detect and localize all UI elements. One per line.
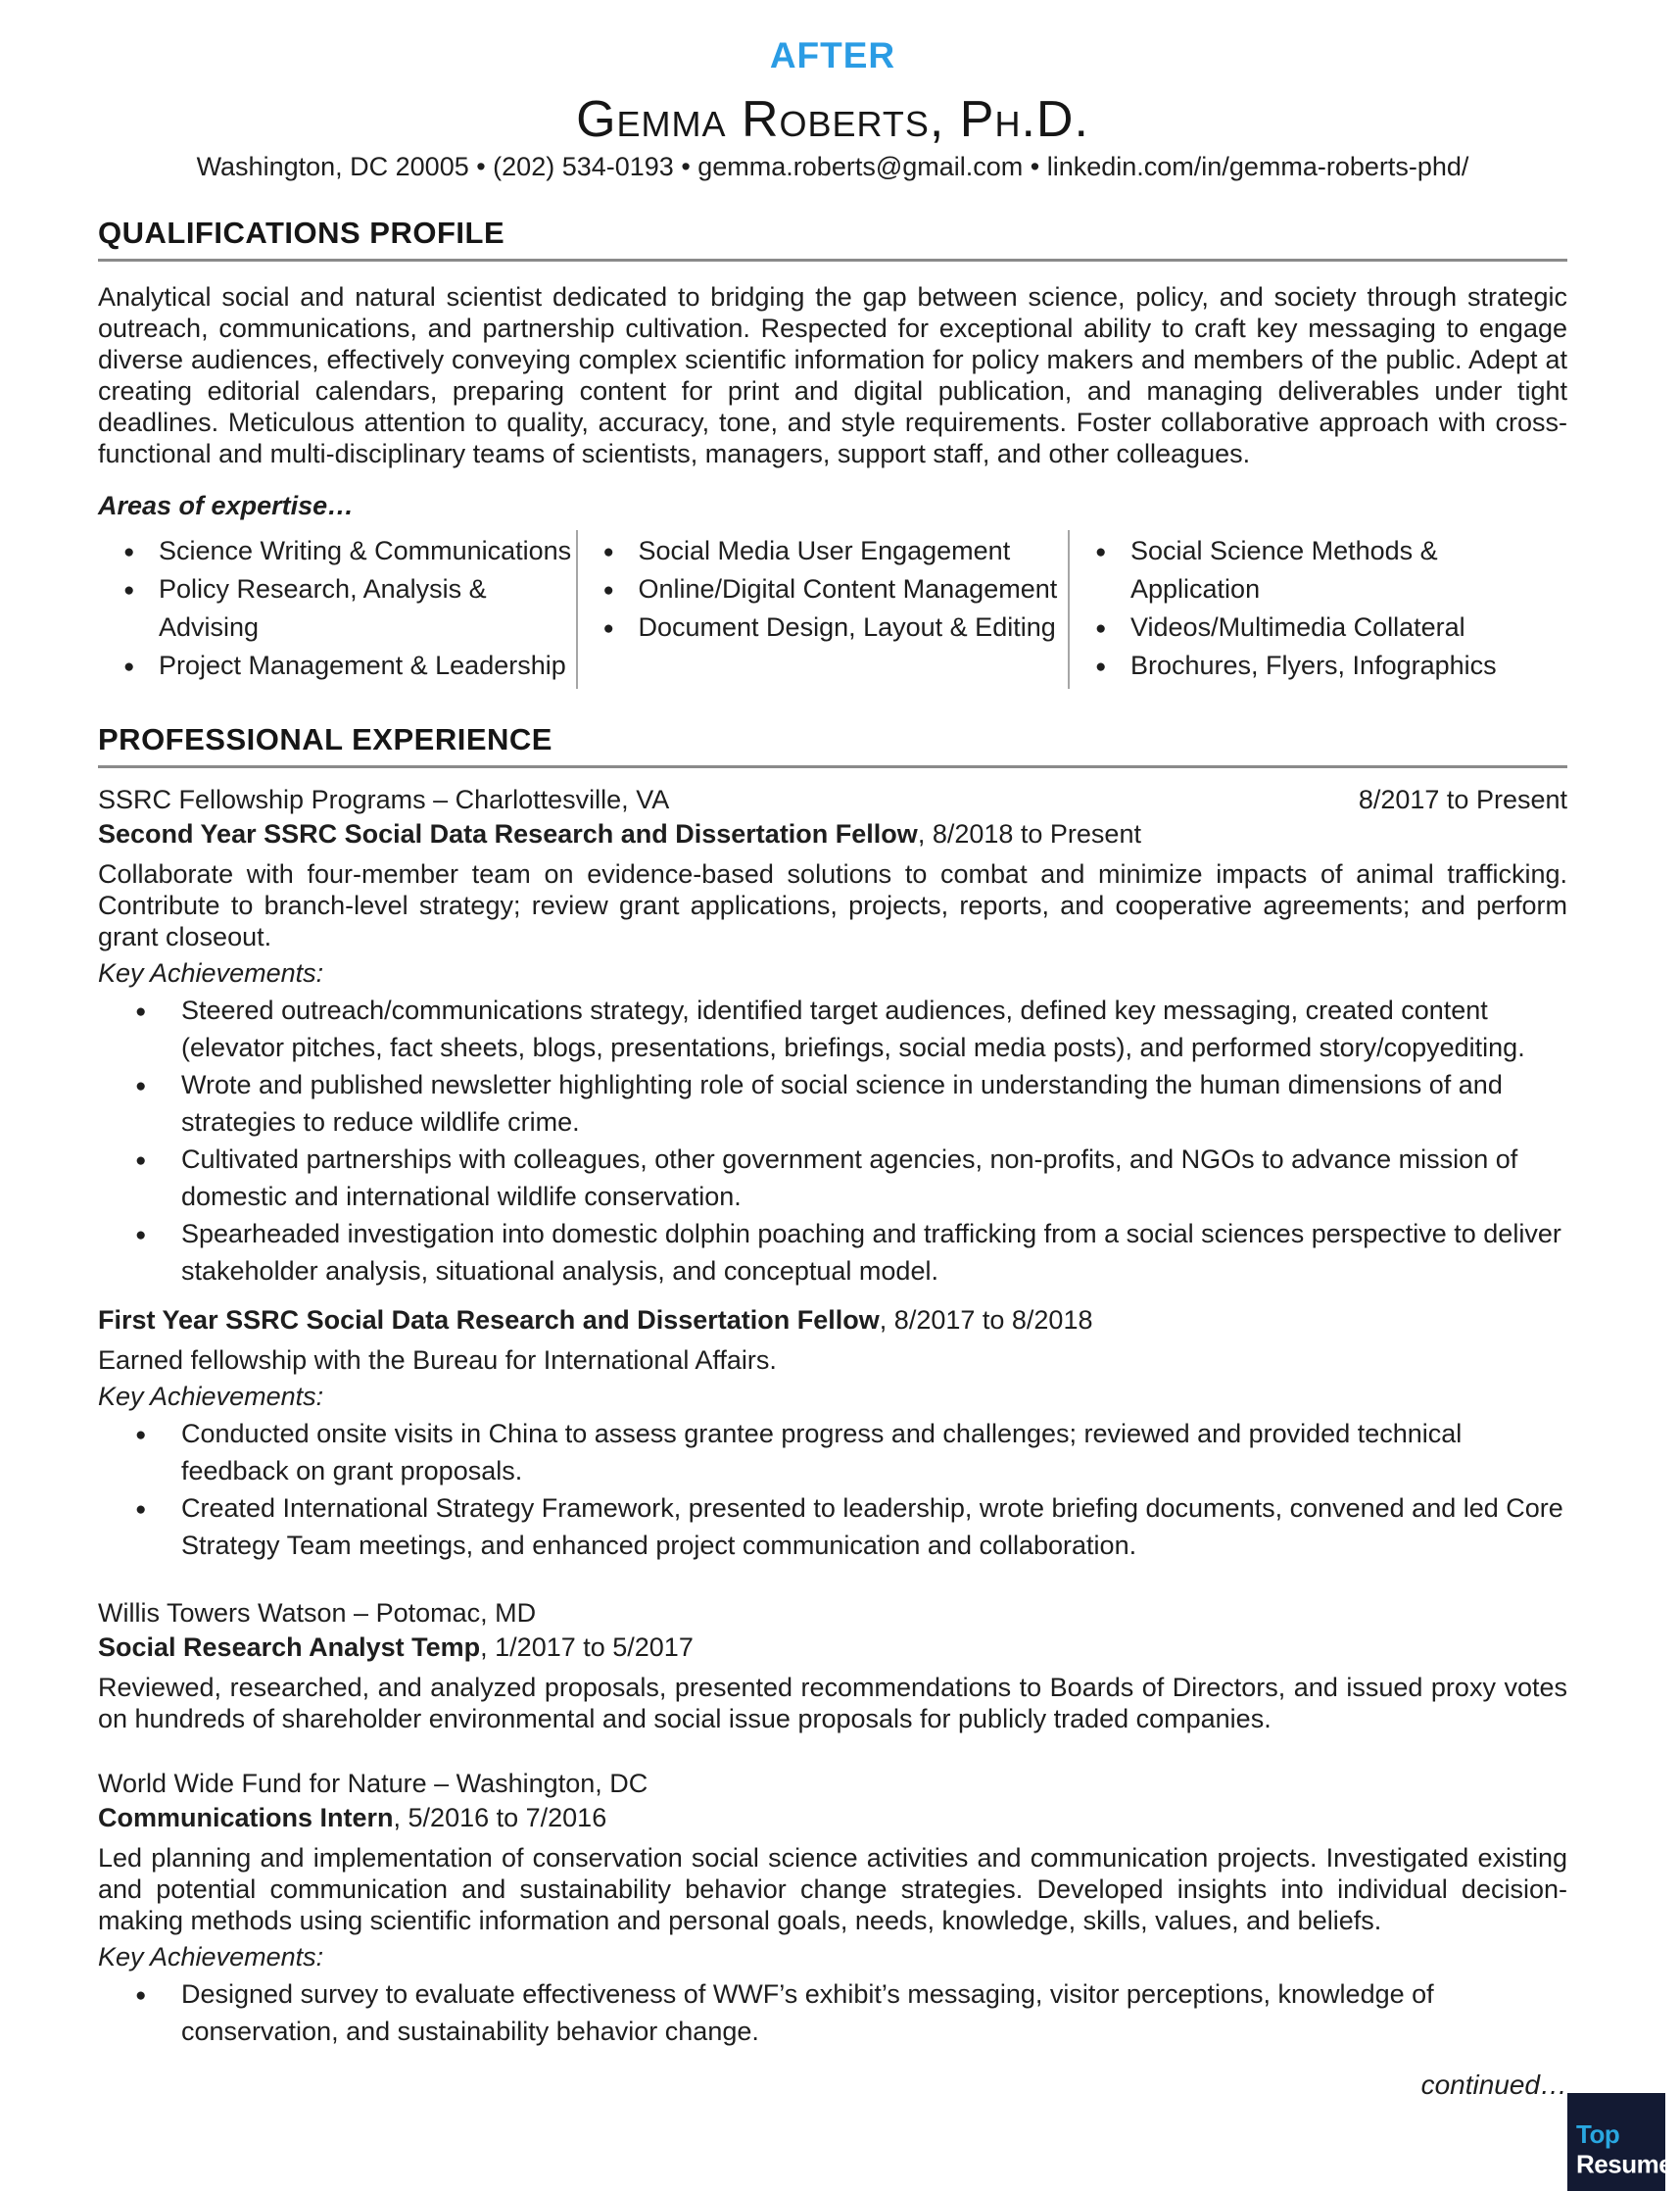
company-line bbox=[98, 784, 1567, 815]
expertise-item: ● Videos/Multimedia Collateral bbox=[1070, 609, 1567, 647]
job-entry-willis-towers-watson bbox=[98, 1597, 1567, 1734]
company-dates: 8/2017 to Present bbox=[1358, 785, 1567, 814]
company-name: Willis Towers Watson – Potomac, MD bbox=[98, 1598, 537, 1628]
company-line bbox=[98, 1768, 1567, 1799]
expertise-column-2 bbox=[576, 530, 1069, 689]
role-communications-intern bbox=[98, 1801, 1567, 2050]
expertise-item: ● Brochures, Flyers, Infographics bbox=[1070, 647, 1567, 685]
areas-of-expertise-label: Areas of expertise… bbox=[98, 491, 355, 520]
company-line bbox=[98, 1597, 1567, 1629]
expertise-column-3 bbox=[1068, 530, 1567, 689]
section-rule bbox=[98, 765, 1567, 768]
expertise-item: ● Document Design, Layout & Editing bbox=[578, 609, 1069, 647]
key-achievements-label: Key Achievements: bbox=[98, 1942, 324, 1972]
resume-content bbox=[0, 35, 1665, 2050]
logo-resume-word: Resume bbox=[1576, 2150, 1673, 2179]
achievement-item: ● Wrote and published newsletter highlighting role of social science in understanding the human dimensions of and strategies to reduce wildlife crime. bbox=[98, 1066, 1567, 1141]
role-dates: , 5/2016 to 7/2016 bbox=[393, 1803, 607, 1832]
role-social-research-analyst bbox=[98, 1631, 1567, 1734]
role-dates: , 8/2018 to Present bbox=[917, 819, 1141, 849]
role-title: Second Year SSRC Social Data Research and Dissertation Fellow bbox=[98, 819, 918, 849]
achievements-list bbox=[98, 1415, 1567, 1564]
role-title: Social Research Analyst Temp bbox=[98, 1632, 481, 1662]
role-title: Communications Intern bbox=[98, 1803, 394, 1832]
role-title-line bbox=[98, 1631, 1567, 1664]
achievement-item: ● Spearheaded investigation into domestic dolphin poaching and trafficking from a social sciences perspective to deliver stakeholder analysis, situational analysis, and conceptual model. bbox=[98, 1215, 1567, 1290]
company-name: World Wide Fund for Nature – Washington, DC bbox=[98, 1769, 648, 1798]
job-entry-ssrc bbox=[98, 784, 1567, 1564]
role-title-line bbox=[98, 1801, 1567, 1834]
logo-resume-text bbox=[1576, 2148, 1680, 2178]
job-entry-wwf bbox=[98, 1768, 1567, 2050]
key-achievements-label: Key Achievements: bbox=[98, 958, 324, 988]
continued-note: continued… bbox=[1420, 2069, 1567, 2100]
expertise-item: ● Science Writing & Communications bbox=[98, 532, 576, 570]
achievement-item: ● Steered outreach/communications strategy, identified target audiences, defined key messaging, created content (elevator pitches, fact sheets, blogs, presentations, briefings, social media posts), and performed story/copyediting. bbox=[98, 992, 1567, 1066]
achievement-item: ● Conducted onsite visits in China to assess grantee progress and challenges; reviewed and provided technical feedback on grant proposals. bbox=[98, 1415, 1567, 1489]
key-achievements-label: Key Achievements: bbox=[98, 1382, 324, 1411]
topresume-logo-text bbox=[1576, 2121, 1680, 2178]
role-summary: Led planning and implementation of conservation social science activities and communication projects. Investigated existing and potential communication and sustainability behavior change strategies. Developed insights into individual decision-making methods using scientific information and personal goals, needs, knowledge, skills, values, and beliefs. bbox=[98, 1843, 1567, 1935]
contact-line: Washington, DC 20005 • (202) 534-0193 • gemma.roberts@gmail.com • linkedin.com/in/gemma-roberts-phd/ bbox=[196, 152, 1469, 181]
expertise-column-1 bbox=[98, 530, 576, 689]
candidate-name: Gemma Roberts, Ph.D. bbox=[576, 91, 1089, 148]
role-dates: , 1/2017 to 5/2017 bbox=[480, 1632, 694, 1662]
expertise-item: ● Project Management & Leadership bbox=[98, 647, 576, 685]
achievement-item: ● Created International Strategy Framework, presented to leadership, wrote briefing documents, convened and led Core Strategy Team meetings, and enhanced project communication and collaboration. bbox=[98, 1489, 1567, 1564]
role-dates: , 8/2017 to 8/2018 bbox=[879, 1305, 1093, 1335]
achievements-list bbox=[98, 992, 1567, 1290]
role-summary: Collaborate with four-member team on evidence-based solutions to combat and minimize impacts of animal trafficking. Contribute to branch-level strategy; review grant applications, projects, reports, and cooperative agreements; and perform grant closeout. bbox=[98, 859, 1567, 951]
achievement-item: ● Designed survey to evaluate effectiveness of WWF’s exhibit’s messaging, visitor perceptions, knowledge of conservation, and sustainability behavior change. bbox=[98, 1975, 1567, 2050]
registered-mark: ® bbox=[1672, 2155, 1680, 2167]
company-name: SSRC Fellowship Programs – Charlottesville, VA bbox=[98, 785, 670, 814]
achievements-list bbox=[98, 1975, 1567, 2050]
role-summary: Reviewed, researched, and analyzed proposals, presented recommendations to Boards of Directors, and issued proxy votes on hundreds of shareholder environmental and social issue proposals for publicly traded companies. bbox=[98, 1673, 1567, 1733]
role-first-year-fellow bbox=[98, 1303, 1567, 1564]
role-summary: Earned fellowship with the Bureau for International Affairs. bbox=[98, 1345, 777, 1375]
logo-top-text: Top bbox=[1576, 2119, 1620, 2150]
topresume-logo bbox=[1567, 2093, 1680, 2191]
expertise-item: ● Social Science Methods & Application bbox=[1070, 532, 1567, 609]
expertise-item: ● Social Media User Engagement bbox=[578, 532, 1069, 570]
role-title: First Year SSRC Social Data Research and Dissertation Fellow bbox=[98, 1305, 880, 1335]
after-badge: AFTER bbox=[769, 35, 896, 75]
qualifications-summary: Analytical social and natural scientist dedicated to bridging the gap between science, policy, and society through strategic outreach, communications, and partnership cultivation. Respected for exceptional ability to craft key messaging to engage diverse audiences, effectively conveying complex scientific information for policy makers and members of the public. Adept at creating editorial calendars, preparing content for print and digital publication, and managing deliverables under tight deadlines. Meticulous attention to quality, accuracy, tone, and style requirements. Foster collaborative approach with cross-functional and multi-disciplinary teams of scientists, managers, support staff, and other colleagues. bbox=[98, 282, 1567, 468]
role-title-line bbox=[98, 1303, 1567, 1337]
section-rule bbox=[98, 259, 1567, 262]
achievement-item: ● Cultivated partnerships with colleagues, other government agencies, non-profits, and NGOs to advance mission of domestic and international wildlife conservation. bbox=[98, 1141, 1567, 1215]
resume-page bbox=[0, 35, 1680, 2191]
experience-heading: PROFESSIONAL EXPERIENCE bbox=[98, 722, 552, 756]
expertise-item: ● Policy Research, Analysis & Advising bbox=[98, 570, 576, 647]
qualifications-heading: QUALIFICATIONS PROFILE bbox=[98, 216, 505, 250]
expertise-item: ● Online/Digital Content Management bbox=[578, 570, 1069, 609]
role-second-year-fellow bbox=[98, 817, 1567, 1290]
role-title-line bbox=[98, 817, 1567, 851]
expertise-grid bbox=[98, 530, 1567, 689]
